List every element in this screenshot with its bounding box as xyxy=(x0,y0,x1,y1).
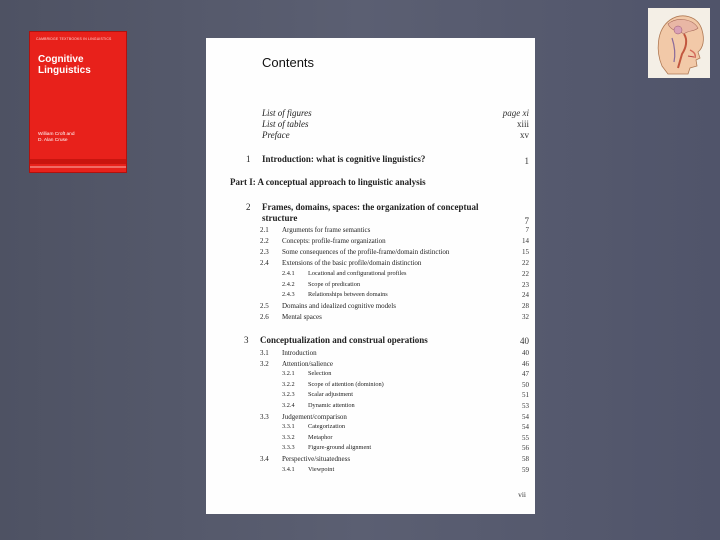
chapter-3-page: 40 xyxy=(520,336,529,346)
toc-section-page: 50 xyxy=(522,380,529,389)
toc-section-page: 7 xyxy=(525,226,529,234)
toc-section-number: 3.2.4 xyxy=(282,402,295,409)
toc-section-number: 2.1 xyxy=(260,226,269,234)
cover-author-2: D. Alan Cruse xyxy=(38,138,68,143)
toc-section-label: Introduction xyxy=(282,349,317,357)
contents-page xyxy=(206,38,535,514)
toc-section-page: 28 xyxy=(522,302,529,311)
cover-title-line2: Linguistics xyxy=(38,65,91,76)
toc-section-number: 3.3.1 xyxy=(282,423,295,431)
toc-section-label: Scalar adjustment xyxy=(308,391,353,399)
toc-section-page: 53 xyxy=(522,402,529,410)
toc-section-page: 24 xyxy=(522,291,529,300)
toc-section-number: 2.5 xyxy=(260,302,269,311)
toc-section-page: 46 xyxy=(522,359,529,368)
toc-section-number: 2.2 xyxy=(260,236,269,245)
toc-section-page: 59 xyxy=(522,465,529,474)
toc-section-number: 3.4 xyxy=(260,455,269,463)
toc-section-label: Categorization xyxy=(308,423,346,431)
toc-section-label: Viewpoint xyxy=(308,465,335,473)
cover-band xyxy=(30,159,126,164)
chapter-3-number: 3 xyxy=(244,335,249,345)
front-list-of-figures-page: page xi xyxy=(502,108,529,118)
toc-section-label: Attention/salience xyxy=(282,359,333,368)
toc-section-number: 3.1 xyxy=(260,349,269,357)
chapter-3-title: Conceptualization and construal operations xyxy=(260,335,428,345)
toc-section-label: Concepts: profile-frame organization xyxy=(282,236,386,245)
toc-section-number: 2.6 xyxy=(260,313,269,322)
cover-author-1: William Croft and xyxy=(38,132,75,137)
page-folio: vii xyxy=(518,490,526,499)
cover-band-accent xyxy=(30,166,126,168)
toc-section-number: 3.2.1 xyxy=(282,370,295,378)
part-1-heading: Part I: A conceptual approach to linguistic analysis xyxy=(230,177,426,187)
cover-series: CAMBRIDGE TEXTBOOKS IN LINGUISTICS xyxy=(36,37,112,41)
toc-section-number: 3.3.3 xyxy=(282,444,295,452)
toc-section-label: Arguments for frame semantics xyxy=(282,226,371,234)
page-title: Contents xyxy=(262,55,315,70)
toc-section-page: 56 xyxy=(522,444,529,453)
chapter-2-title-line2: structure xyxy=(262,213,298,223)
toc-section-label: Metaphor xyxy=(308,433,333,441)
chapter-1-number: 1 xyxy=(246,154,251,164)
toc-section-page: 15 xyxy=(522,247,529,256)
toc-section-number: 3.4.1 xyxy=(282,465,295,473)
toc-section-page: 55 xyxy=(522,433,529,442)
toc-section-page: 58 xyxy=(522,455,529,463)
toc-section-number: 3.2 xyxy=(260,359,269,368)
front-preface: Preface xyxy=(262,130,290,140)
toc-section-page: 23 xyxy=(522,280,529,289)
toc-section-number: 2.4.1 xyxy=(282,269,295,277)
toc-section-label: Some consequences of the profile-frame/domain distinction xyxy=(282,247,450,256)
toc-section-page: 22 xyxy=(522,258,529,267)
toc-section-label: Selection xyxy=(308,370,332,378)
front-list-of-tables: List of tables xyxy=(262,119,309,129)
toc-section-page: 47 xyxy=(522,370,529,379)
chapter-2-title-line1: Frames, domains, spaces: the organization of conceptual xyxy=(262,202,479,212)
toc-section-page: 54 xyxy=(522,423,529,432)
toc-section-label: Perspective/situatedness xyxy=(282,455,351,463)
toc-section-label: Extensions of the basic profile/domain distinction xyxy=(282,258,422,267)
toc-section-page: 22 xyxy=(522,269,529,278)
toc-section-label: Figure-ground alignment xyxy=(308,444,372,452)
front-list-of-figures: List of figures xyxy=(262,108,312,118)
toc-section-label: Domains and idealized cognitive models xyxy=(282,302,396,311)
book-cover xyxy=(30,32,126,172)
toc-section-number: 3.3.2 xyxy=(282,433,295,441)
toc-section-page: 14 xyxy=(522,236,529,245)
front-list-of-tables-page: xiii xyxy=(516,119,529,129)
toc-section-label: Dynamic attention xyxy=(308,402,355,409)
toc-section-page: 32 xyxy=(522,313,529,322)
toc-section-number: 3.2.2 xyxy=(282,380,295,388)
toc-section-number: 3.2.3 xyxy=(282,391,295,399)
toc-section-number: 3.3 xyxy=(260,412,269,421)
toc-section-label: Scope of attention (dominion) xyxy=(308,380,384,388)
toc-section-number: 2.4 xyxy=(260,258,269,267)
toc-section-number: 2.4.3 xyxy=(282,291,295,299)
toc-section-label: Relationships between domains xyxy=(308,291,388,299)
toc-section-label: Judgement/comparison xyxy=(282,412,347,421)
toc-section-label: Mental spaces xyxy=(282,313,322,322)
toc-section-number: 2.4.2 xyxy=(282,280,295,288)
toc-section-number: 2.3 xyxy=(260,247,269,256)
chapter-1-title: Introduction: what is cognitive linguistics? xyxy=(262,154,426,164)
front-preface-page: xv xyxy=(520,130,529,140)
toc-section-page: 40 xyxy=(522,349,529,357)
chapter-2-number: 2 xyxy=(246,202,251,212)
toc-section-page: 51 xyxy=(522,391,529,400)
toc-section-label: Scope of predication xyxy=(308,280,361,288)
toc-section-label: Locational and configurational profiles xyxy=(308,269,407,277)
chapter-2-page: 7 xyxy=(524,216,529,226)
toc-section-page: 54 xyxy=(522,412,529,421)
head-anatomy-image xyxy=(648,8,710,78)
cover-title xyxy=(38,54,91,76)
cover-authors xyxy=(38,132,75,144)
cover-title-line1: Cognitive xyxy=(38,54,84,65)
chapter-1-page: 1 xyxy=(524,156,529,166)
